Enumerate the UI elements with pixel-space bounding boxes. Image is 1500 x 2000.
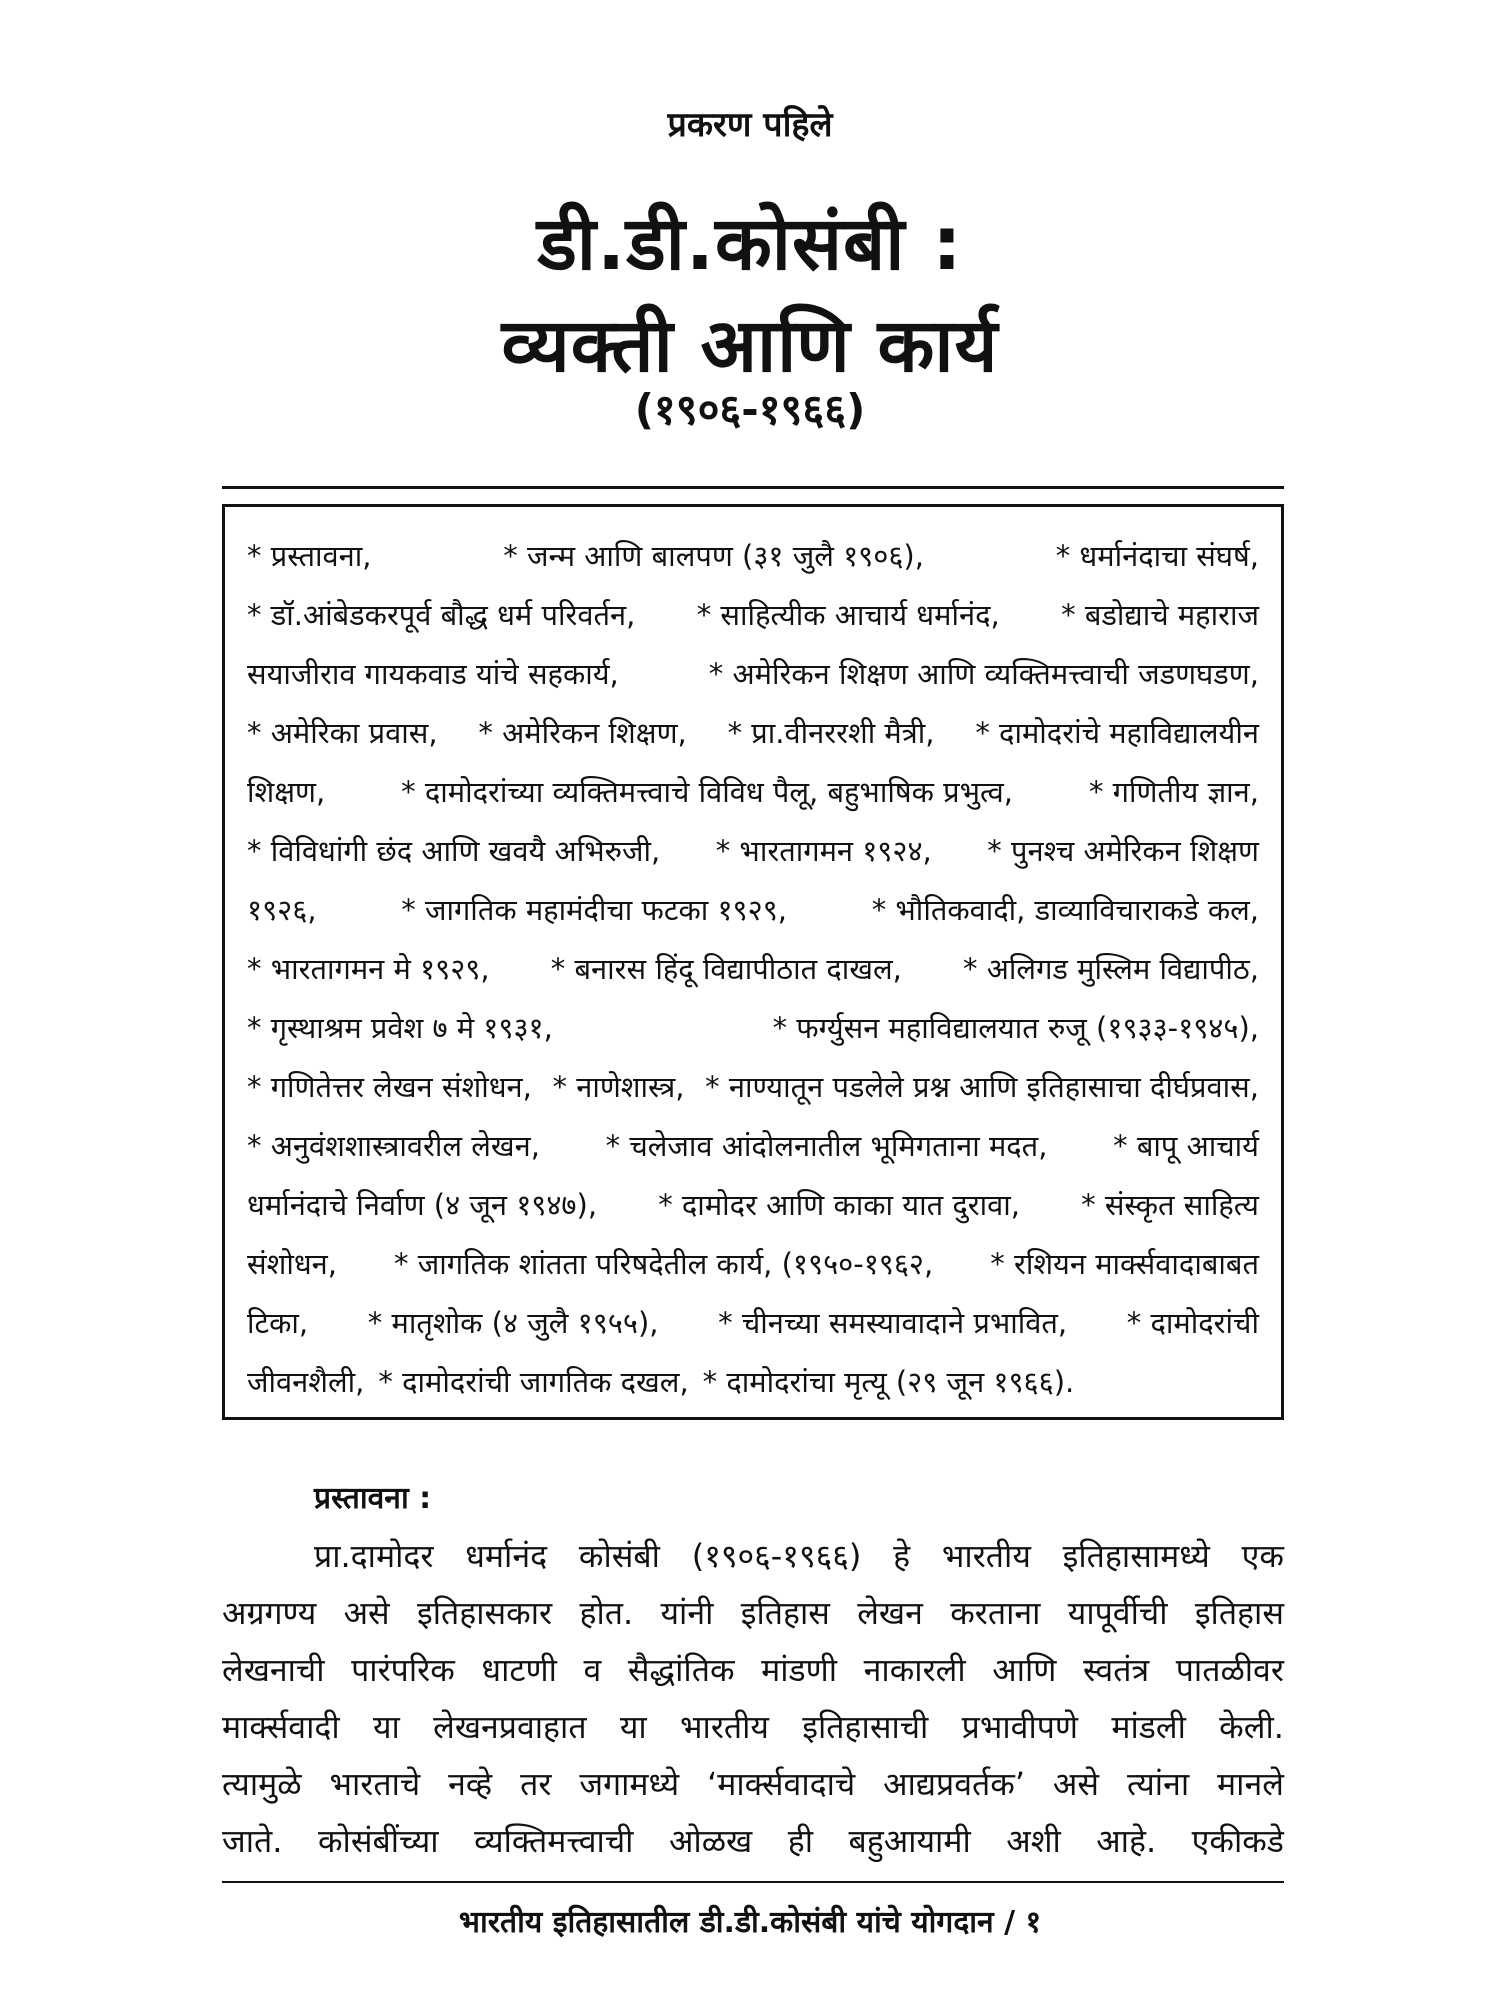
- body-word: त्यांना: [1126, 1765, 1190, 1803]
- body-word: व्यक्तिमत्त्वाची: [474, 1822, 634, 1860]
- body-word: इतिहासाची: [802, 1708, 929, 1746]
- contents-line: [247, 1235, 1259, 1294]
- body-line: [222, 1528, 1284, 1585]
- contents-entry: * जागतिक महामंदीचा फटका १९२९,: [401, 893, 788, 927]
- body-word: अशी: [1006, 1822, 1061, 1860]
- body-word: नाकारली: [863, 1651, 966, 1689]
- body-word: या: [372, 1708, 400, 1746]
- body-word: एकीकडे: [1191, 1822, 1284, 1860]
- contents-entry: * गृस्थाश्रम प्रवेश ७ मे १९३१,: [247, 1011, 553, 1045]
- contents-entry: १९२६,: [247, 893, 317, 927]
- body-line: [222, 1813, 1284, 1870]
- body-line: [222, 1699, 1284, 1756]
- body-word: बहुआयामी: [848, 1822, 971, 1860]
- contents-line: [247, 1058, 1259, 1117]
- body-word: भारतीय: [941, 1537, 1031, 1575]
- body-word: अग्रगण्य: [222, 1594, 317, 1632]
- section-heading: प्रस्तावना :: [314, 1481, 432, 1516]
- body-line: [222, 1642, 1284, 1699]
- chapter-title-line-2: व्यक्ती आणि कार्य: [501, 303, 999, 389]
- footer-rule: [222, 1881, 1284, 1883]
- body-word: मानले: [1217, 1765, 1284, 1803]
- chapter-years: (१९०६-१९६६): [634, 385, 866, 434]
- body-word: लेखन: [857, 1594, 923, 1632]
- body-word: प्रा.दामोदर: [314, 1537, 434, 1575]
- contents-entry: * पुनश्च अमेरिकन शिक्षण: [987, 834, 1259, 868]
- body-word: एक: [1241, 1537, 1284, 1575]
- body-word: पारंपरिक: [351, 1651, 455, 1689]
- body-word: लेखनप्रवाहात: [433, 1708, 587, 1746]
- body-word: इतिहास: [740, 1594, 830, 1632]
- body-word: इतिहासकार: [417, 1594, 553, 1632]
- contents-entry: * दामोदरांचा मृत्यू (२९ जून १९६६).: [702, 1365, 1075, 1399]
- contents-entry: * अलिगड मुस्लिम विद्यापीठ,: [963, 952, 1259, 986]
- contents-entry: * भारतागमन १९२४,: [715, 834, 932, 868]
- body-word: मांडणी: [761, 1651, 838, 1689]
- contents-entry: जीवनशैली,: [247, 1365, 365, 1399]
- contents-entry: * धर्मानंदाचा संघर्ष,: [1055, 539, 1259, 573]
- contents-entry: सयाजीराव गायकवाड यांचे सहकार्य,: [247, 657, 619, 691]
- body-word: होत.: [579, 1594, 634, 1632]
- contents-entry: * नाणेशास्त्र,: [552, 1070, 685, 1104]
- body-word: इतिहासामध्ये: [1062, 1537, 1210, 1575]
- contents-entry: * अमेरिकन शिक्षण आणि व्यक्तिमत्त्वाची जडणघडण,: [708, 657, 1259, 691]
- contents-line: [247, 822, 1259, 881]
- body-word: धाटणी: [481, 1651, 557, 1689]
- contents-entry: * गणितेत्तर लेखन संशोधन,: [247, 1070, 532, 1104]
- contents-line: [247, 586, 1259, 645]
- contents-entry: * बापू आचार्य: [1113, 1129, 1259, 1163]
- contents-line: [247, 881, 1259, 940]
- body-word: मार्क्सवादी: [222, 1708, 340, 1746]
- contents-entry: * दामोदरांची जागतिक दखल,: [378, 1365, 689, 1399]
- contents-line: [247, 1353, 1259, 1412]
- contents-line: [247, 527, 1259, 586]
- contents-entry: * विविधांगी छंद आणि खवयै अभिरुजी,: [247, 834, 661, 868]
- body-word: प्रभावीपणे: [961, 1708, 1079, 1746]
- contents-entry: * दामोदरांचे महाविद्यालयीन: [975, 716, 1259, 750]
- body-word: या: [619, 1708, 647, 1746]
- contents-line: [247, 645, 1259, 704]
- body-word: आहे.: [1096, 1822, 1157, 1860]
- body-word: जगामध्ये: [579, 1765, 680, 1803]
- contents-entry: * रशियन मार्क्सवादाबाबत: [990, 1247, 1259, 1281]
- body-word: आणि: [992, 1651, 1057, 1689]
- body-word: पातळीवर: [1175, 1651, 1284, 1689]
- body-word: इतिहास: [1194, 1594, 1284, 1632]
- body-word: हे: [893, 1537, 911, 1575]
- contents-entry: * गणितीय ज्ञान,: [1088, 775, 1259, 809]
- body-word: तर: [520, 1765, 552, 1803]
- contents-line: [247, 940, 1259, 999]
- contents-line: [247, 1117, 1259, 1176]
- contents-entry: * साहित्यीक आचार्य धर्मानंद,: [696, 598, 1000, 632]
- contents-entry: * डॉ.आंबेडकरपूर्व बौद्ध धर्म परिवर्तन,: [247, 598, 636, 632]
- contents-entry: * नाण्यातून पडलेले प्रश्न आणि इतिहासाचा दीर्घप्रवास,: [705, 1070, 1259, 1104]
- contents-entry: * मातृशोक (४ जुलै १९५५),: [367, 1306, 659, 1340]
- contents-entry: * दामोदरांची: [1126, 1306, 1259, 1340]
- body-word: केली.: [1219, 1708, 1284, 1746]
- contents-entry: टिका,: [247, 1306, 309, 1340]
- body-word: यांनी: [660, 1594, 714, 1632]
- body-word: ही: [787, 1822, 813, 1860]
- contents-entry: * भारतागमन मे १९२९,: [247, 952, 490, 986]
- body-line: [222, 1585, 1284, 1642]
- contents-entry: * जागतिक शांतता परिषदेतील कार्य, (१९५०-१९६२,: [394, 1247, 934, 1281]
- contents-entry: * फर्ग्युसन महाविद्यालयात रुजू (१९३३-१९४५),: [772, 1011, 1259, 1045]
- body-word: मांडली: [1111, 1708, 1186, 1746]
- body-word: आद्यप्रवर्तक’: [883, 1765, 1025, 1803]
- body-word: नव्हे: [448, 1765, 493, 1803]
- body-line: [222, 1756, 1284, 1813]
- body-word: व: [583, 1651, 602, 1689]
- body-word: करताना: [950, 1594, 1041, 1632]
- body-word: भारतीय: [680, 1708, 769, 1746]
- contents-line: [247, 704, 1259, 763]
- body-word: सैद्धांतिक: [627, 1651, 735, 1689]
- body-word: असे: [343, 1594, 390, 1632]
- contents-entry: * प्रस्तावना,: [247, 539, 372, 573]
- contents-entry: संशोधन,: [247, 1247, 337, 1281]
- body-word: स्वतंत्र: [1082, 1651, 1150, 1689]
- contents-entry: * संस्कृत साहित्य: [1081, 1188, 1259, 1222]
- contents-entry: * बडोद्याचे महाराज: [1061, 598, 1259, 632]
- contents-entry: * अमेरिका प्रवास,: [247, 716, 438, 750]
- contents-entry: * अमेरिकन शिक्षण,: [478, 716, 687, 750]
- body-word: असे: [1052, 1765, 1100, 1803]
- contents-line: [247, 999, 1259, 1058]
- contents-line: [247, 1176, 1259, 1235]
- chapter-contents-box: [222, 504, 1284, 1420]
- body-word: भारताचे: [329, 1765, 421, 1803]
- body-word: कोसंबी: [578, 1537, 660, 1575]
- contents-line: [247, 763, 1259, 822]
- body-word: ओळख: [668, 1822, 753, 1860]
- divider-rule: [222, 486, 1284, 489]
- contents-entry: * दामोदरांच्या व्यक्तिमत्त्वाचे विविध पैलू, बहुभाषिक प्रभुत्व,: [401, 775, 1014, 809]
- body-word: कोसंबींच्या: [317, 1822, 439, 1860]
- contents-entry: * चलेजाव आंदोलनातील भूमिगताना मदत,: [605, 1129, 1048, 1163]
- contents-entry: शिक्षण,: [247, 775, 326, 809]
- body-word: यापूर्वीची: [1067, 1594, 1168, 1632]
- body-word: लेखनाची: [222, 1651, 325, 1689]
- chapter-title-line-1: डी.डी.कोसंबी :: [537, 201, 963, 287]
- contents-line: [247, 1294, 1259, 1353]
- page-footer: भारतीय इतिहासातील डी.डी.कोसंबी यांचे योगदान / १: [458, 1905, 1042, 1940]
- contents-entry: * भौतिकवादी, डाव्याविचाराकडे कल,: [871, 893, 1259, 927]
- contents-entry: * जन्म आणि बालपण (३१ जुलै १९०६),: [503, 539, 924, 573]
- body-word: धर्मानंद: [465, 1537, 548, 1575]
- body-word: ‘मार्क्सवादाचे: [707, 1765, 856, 1803]
- contents-entry: * प्रा.वीनररशी मैत्री,: [727, 716, 935, 750]
- body-word: जाते.: [222, 1822, 283, 1860]
- body-text: [222, 1528, 1284, 1870]
- contents-entry: * दामोदर आणि काका यात दुरावा,: [658, 1188, 1020, 1222]
- body-word: त्यामुळे: [222, 1765, 302, 1803]
- contents-entry: धर्मानंदाचे निर्वाण (४ जून १९४७),: [247, 1188, 598, 1222]
- contents-entry: * अनुवंशशास्त्रावरील लेखन,: [247, 1129, 540, 1163]
- contents-entry: * बनारस हिंदू विद्यापीठात दाखल,: [550, 952, 902, 986]
- body-word: (१९०६-१९६६): [691, 1537, 862, 1575]
- chapter-label: प्रकरण पहिले: [667, 105, 833, 145]
- contents-entry: * चीनच्या समस्यावादाने प्रभावित,: [718, 1306, 1068, 1340]
